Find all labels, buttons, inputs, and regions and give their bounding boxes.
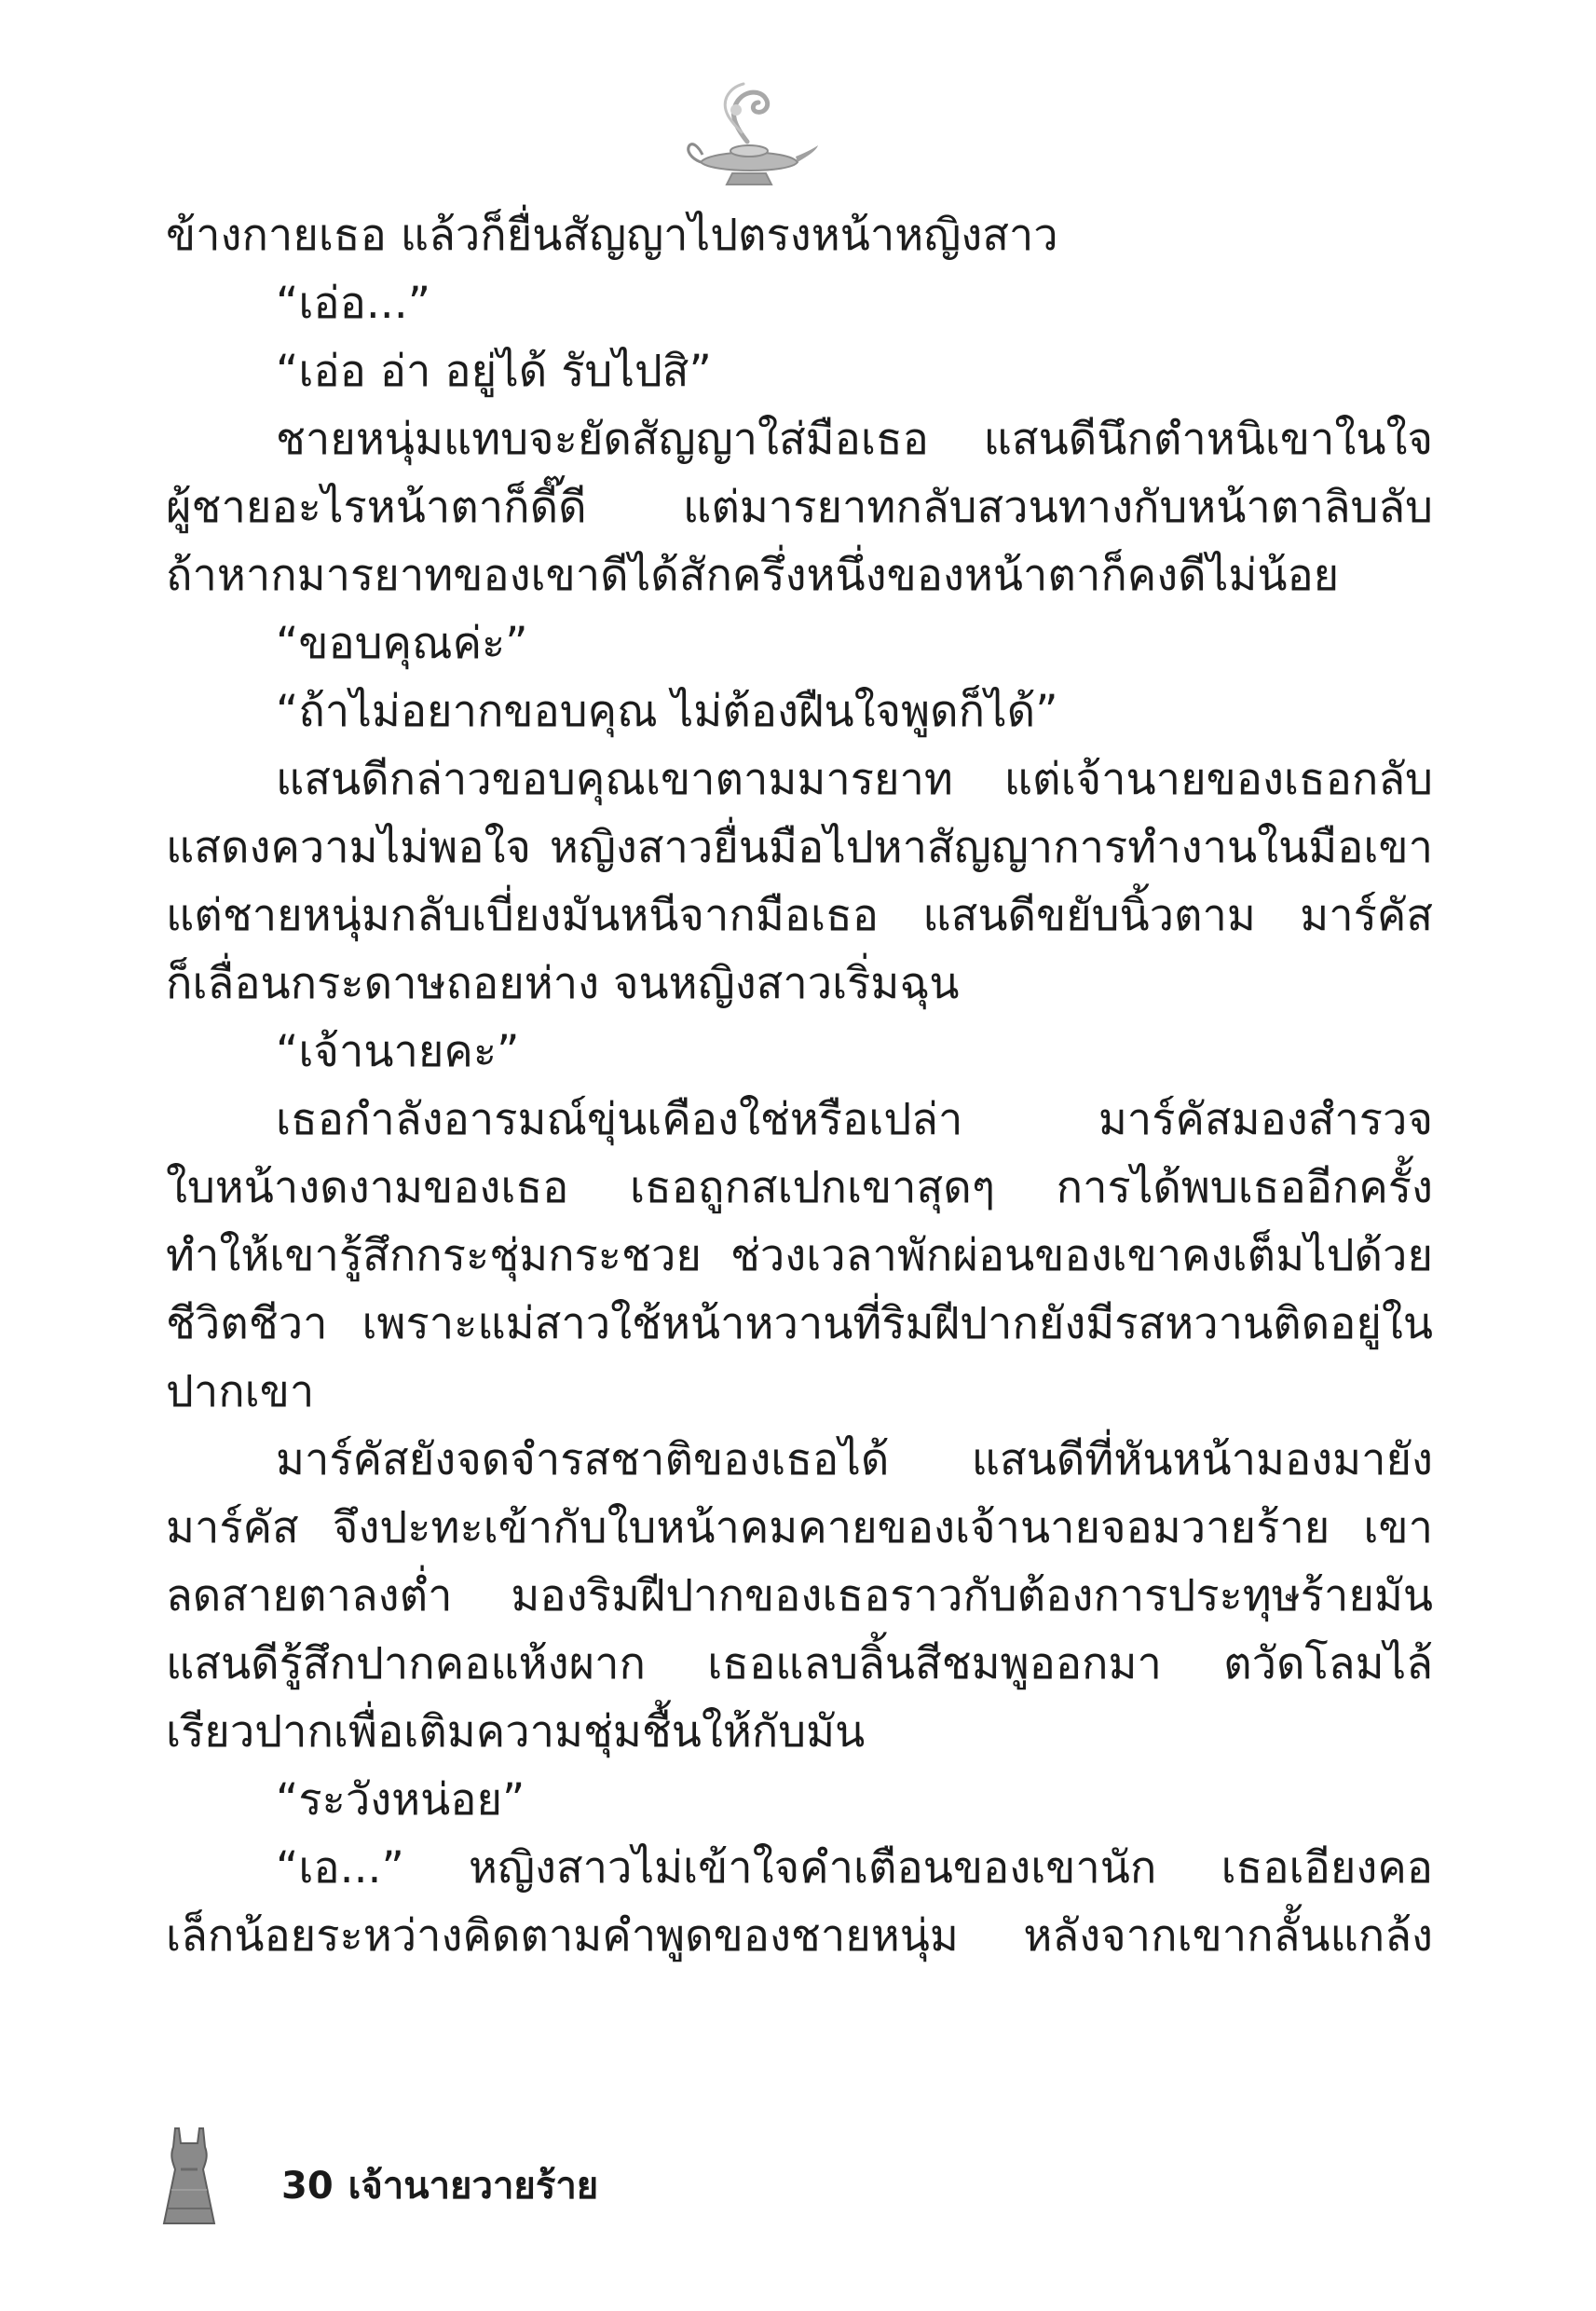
- text-line: เรียวปากเพื่อเติมความชุ่มชื้นให้กับมัน: [166, 1706, 866, 1757]
- text-line: ถ้าหากมารยาทของเขาดีได้สักครึ่งหนึ่งของหน้าตาก็คงดีไม่น้อย: [166, 550, 1340, 601]
- text-line: เธอกำลังอารมณ์ขุ่นเคืองใช่หรือเปล่า มาร์คัสมองสำรวจ: [276, 1094, 1433, 1145]
- text-line: ทำให้เขารู้สึกกระชุ่มกระชวย ช่วงเวลาพักผ่อนของเขาคงเต็มไปด้วย: [166, 1230, 1433, 1281]
- text-line: เล็กน้อยระหว่างคิดตามคำพูดของชายหนุ่ม หลังจากเขากลั้นแกล้ง: [166, 1910, 1433, 1962]
- text-line: “ถ้าไม่อยากขอบคุณ ไม่ต้องฝืนใจพูดก็ได้”: [276, 686, 1058, 737]
- text-line: ข้างกายเธอ แล้วก็ยื่นสัญญาไปตรงหน้าหญิงสาว: [166, 210, 1058, 261]
- text-line: มาร์คัส จึงปะทะเข้ากับใบหน้าคมคายของเจ้านายจอมวายร้าย เขา: [166, 1502, 1433, 1553]
- text-line: “ขอบคุณค่ะ”: [276, 618, 528, 669]
- text-line: แสนดีรู้สึกปากคอแห้งผาก เธอแลบลิ้นสีชมพูออกมา ตวัดโลมไล้: [166, 1638, 1433, 1689]
- book-title: เจ้านายวายร้าย: [348, 2165, 599, 2208]
- dress-icon: [157, 2125, 222, 2229]
- page-footer: [157, 2125, 809, 2236]
- text-line: ลดสายตาลงต่ำ มองริมฝีปากของเธอราวกับต้องการประทุษร้ายมัน: [166, 1570, 1433, 1621]
- text-line: “เจ้านายคะ”: [276, 1026, 520, 1077]
- text-line: ชายหนุ่มแทบจะยัดสัญญาใส่มือเธอ แสนดีนึกตำหนิเขาในใจ: [276, 414, 1433, 465]
- text-line: “ระวังหน่อย”: [276, 1774, 525, 1826]
- text-line: แต่ชายหนุ่มกลับเบี่ยงมันหนีจากมือเธอ แสนดีขยับนิ้วตาม มาร์คัส: [166, 890, 1433, 941]
- page-number: 30: [281, 2165, 334, 2208]
- text-line: แสนดีกล่าวขอบคุณเขาตามมารยาท แต่เจ้านายของเธอกลับ: [276, 754, 1433, 805]
- text-line: “เอ่อ อ่า อยู่ได้ รับไปสิ”: [276, 346, 712, 397]
- text-line: ผู้ชายอะไรหน้าตาก็ดี๊ดี แต่มารยาทกลับสวนทางกับหน้าตาลิบลับ: [166, 482, 1433, 533]
- body-text: [166, 201, 1433, 1970]
- text-line: มาร์คัสยังจดจำรสชาติของเธอได้ แสนดีที่หันหน้ามองมายัง: [276, 1434, 1433, 1485]
- text-line: แสดงความไม่พอใจ หญิงสาวยื่นมือไปหาสัญญาการทำงานในมือเขา: [166, 822, 1433, 873]
- text-line: ใบหน้างดงามของเธอ เธอถูกสเปกเขาสุดๆ การได้พบเธออีกครั้ง: [166, 1162, 1433, 1213]
- text-line: ปากเขา: [166, 1366, 315, 1417]
- text-line: “เอ...” หญิงสาวไม่เข้าใจคำเตือนของเขานัก เธอเอียงคอ: [276, 1842, 1433, 1894]
- running-footer: [281, 2158, 613, 2214]
- text-line: “เอ่อ...”: [276, 278, 431, 329]
- text-line: ก็เลื่อนกระดาษถอยห่าง จนหญิงสาวเริ่มฉุน: [166, 958, 960, 1009]
- text-line: ชีวิตชีวา เพราะแม่สาวใช้หน้าหวานที่ริมฝีปากยังมีรสหวานติดอยู่ใน: [166, 1298, 1433, 1349]
- magic-lamp-icon: [680, 76, 820, 198]
